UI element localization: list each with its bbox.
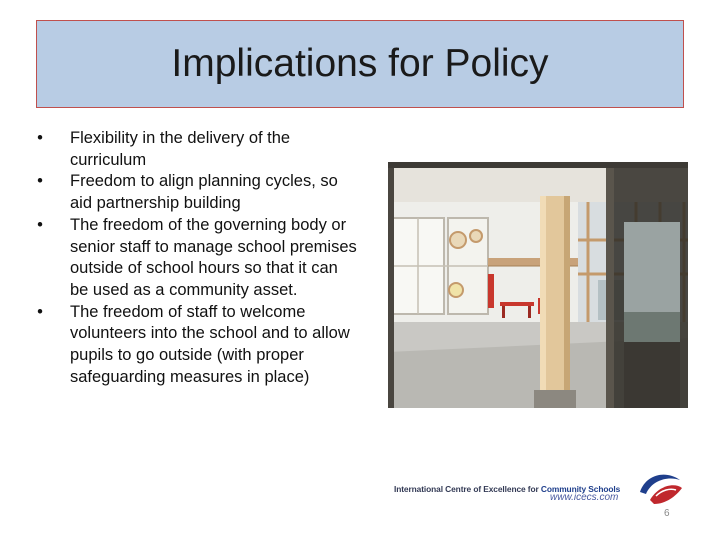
bullet-text: The freedom of staff to welcome volunteers into the school and to allow pupils to go outside (with proper safeguarding measures in place) — [70, 302, 350, 386]
school-interior-illustration — [388, 162, 688, 408]
logo-name-highlight: Community Schools — [540, 484, 621, 494]
bullet-text: The freedom of the governing body or senior staff to manage school premises outside of school hours so that it can be used as a community asset. — [70, 215, 357, 299]
bullet-list — [30, 128, 360, 388]
slide-title: Implications for Policy — [171, 42, 549, 85]
bullet-item — [30, 171, 360, 214]
bullet-dot: • — [37, 172, 43, 191]
bullet-item — [30, 215, 360, 302]
title-box — [36, 20, 684, 108]
bullet-dot: • — [37, 302, 43, 321]
bullet-text: Freedom to align planning cycles, so aid partnership building — [70, 172, 338, 213]
bullet-dot: • — [37, 129, 43, 147]
page-number: 6 — [664, 508, 670, 519]
bullet-item — [30, 302, 360, 389]
icecs-logo — [392, 470, 688, 506]
bullet-text: Flexibility in the delivery of the curriculum — [70, 129, 291, 169]
school-interior-photo — [388, 162, 688, 408]
bullet-dot: • — [37, 215, 43, 234]
logo-url: www.icecs.com — [550, 492, 619, 503]
logo-name-prefix: International Centre of Excellence for — [394, 484, 541, 494]
logo-swoosh-icon — [636, 470, 686, 506]
bullet-item — [30, 128, 360, 171]
